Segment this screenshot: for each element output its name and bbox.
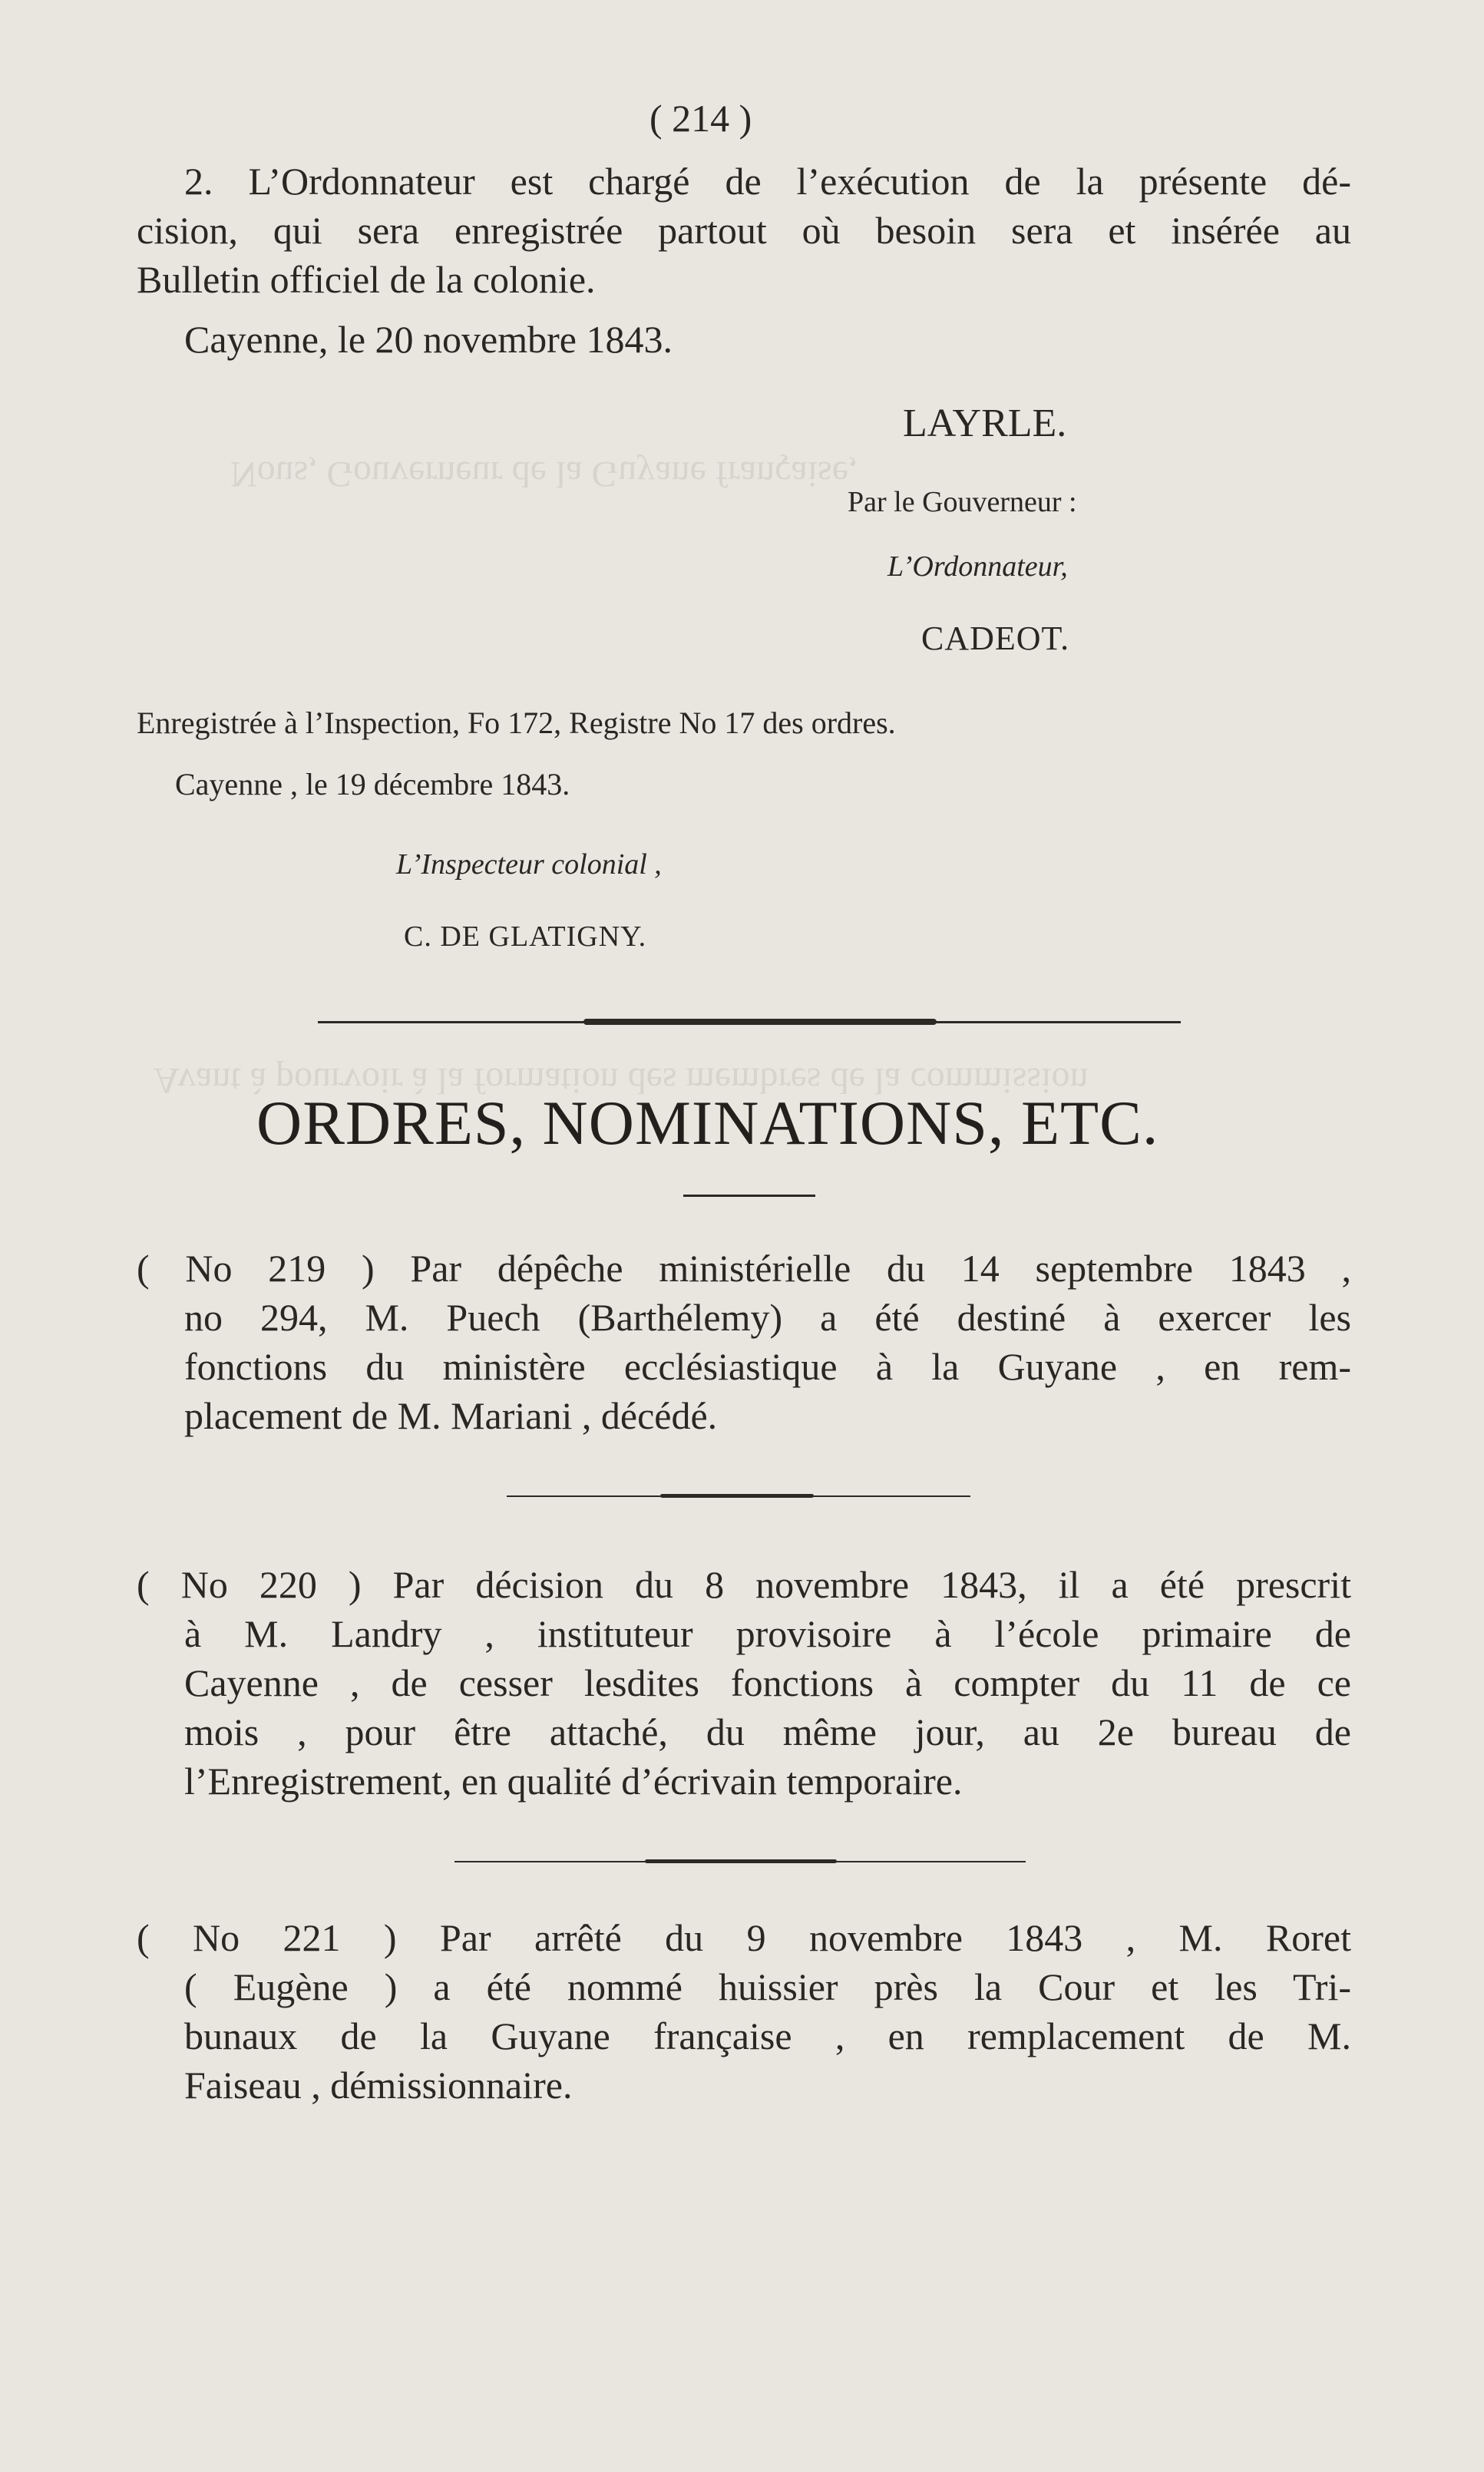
entry-219-line-1: ( No 219 ) Par dépêche ministérielle du 14 septembre 1843 , [137,1247,1351,1290]
entry-220-line-5: l’Enregistrement, en qualité d’écrivain temporaire. [184,1760,963,1803]
entry-221-line-4: Faiseau , démissionnaire. [184,2064,573,2107]
inspector-signature: C. DE GLATIGNY. [404,920,647,953]
page-number: ( 214 ) [649,97,752,140]
registration-line: Enregistrée à l’Inspection, Fo 172, Registre No 17 des ordres. [137,706,896,740]
entry-219-line-2: no 294, M. Puech (Barthélemy) a été destiné à exercer les [184,1296,1351,1339]
entry-divider-center [660,1494,814,1498]
decision-line-3: Bulletin officiel de la colonie. [137,258,596,301]
entry-220-line-1: ( No 220 ) Par décision du 8 novembre 1843, il a été prescrit [137,1563,1351,1606]
entry-220-line-4: mois , pour être attaché, du même jour, au 2e bureau de [184,1710,1351,1753]
entry-219-line-4: placement de M. Mariani , décédé. [184,1394,718,1437]
title-underline [683,1195,815,1197]
inspector-title: L’Inspecteur colonial , [396,848,662,881]
entry-220-line-3: Cayenne , de cesser lesdites fonctions à compter du 11 de ce [184,1661,1351,1704]
show-through-text: Avant à pourvoir à la formation des membres de la commission [154,1060,1089,1101]
ornamental-divider-center [583,1019,937,1025]
entry-221-line-3: bunaux de la Guyane française , en remplacement de M. [184,2014,1351,2057]
decision-line-2: cision, qui sera enregistrée partout où besoin sera et insérée au [137,209,1351,252]
registration-date: Cayenne , le 19 décembre 1843. [175,767,570,801]
ordonnateur-signature: CADEOT. [921,620,1070,657]
by-governor-label: Par le Gouverneur : [848,486,1077,518]
entry-221-line-1: ( No 221 ) Par arrêté du 9 novembre 1843 , M. Roret [137,1916,1351,1959]
decision-line-1: 2. L’Ordonnateur est chargé de l’exécution de la présente dé- [184,160,1351,203]
section-title: ORDRES, NOMINATIONS, ETC. [256,1088,1159,1158]
entry-219-line-3: fonctions du ministère ecclésiastique à la Guyane , en rem- [184,1345,1351,1388]
governor-signature: LAYRLE. [903,402,1067,445]
ordonnateur-title: L’Ordonnateur, [887,550,1068,583]
entry-divider-center [645,1859,837,1863]
decision-date: Cayenne, le 20 novembre 1843. [184,318,673,361]
show-through-text: Nous, Gouverneur de la Guyane française, [230,454,858,494]
entry-221-line-2: ( Eugène ) a été nommé huissier près la Cour et les Tri- [184,1965,1351,2008]
entry-220-line-2: à M. Landry , instituteur provisoire à l’école primaire de [184,1612,1351,1655]
